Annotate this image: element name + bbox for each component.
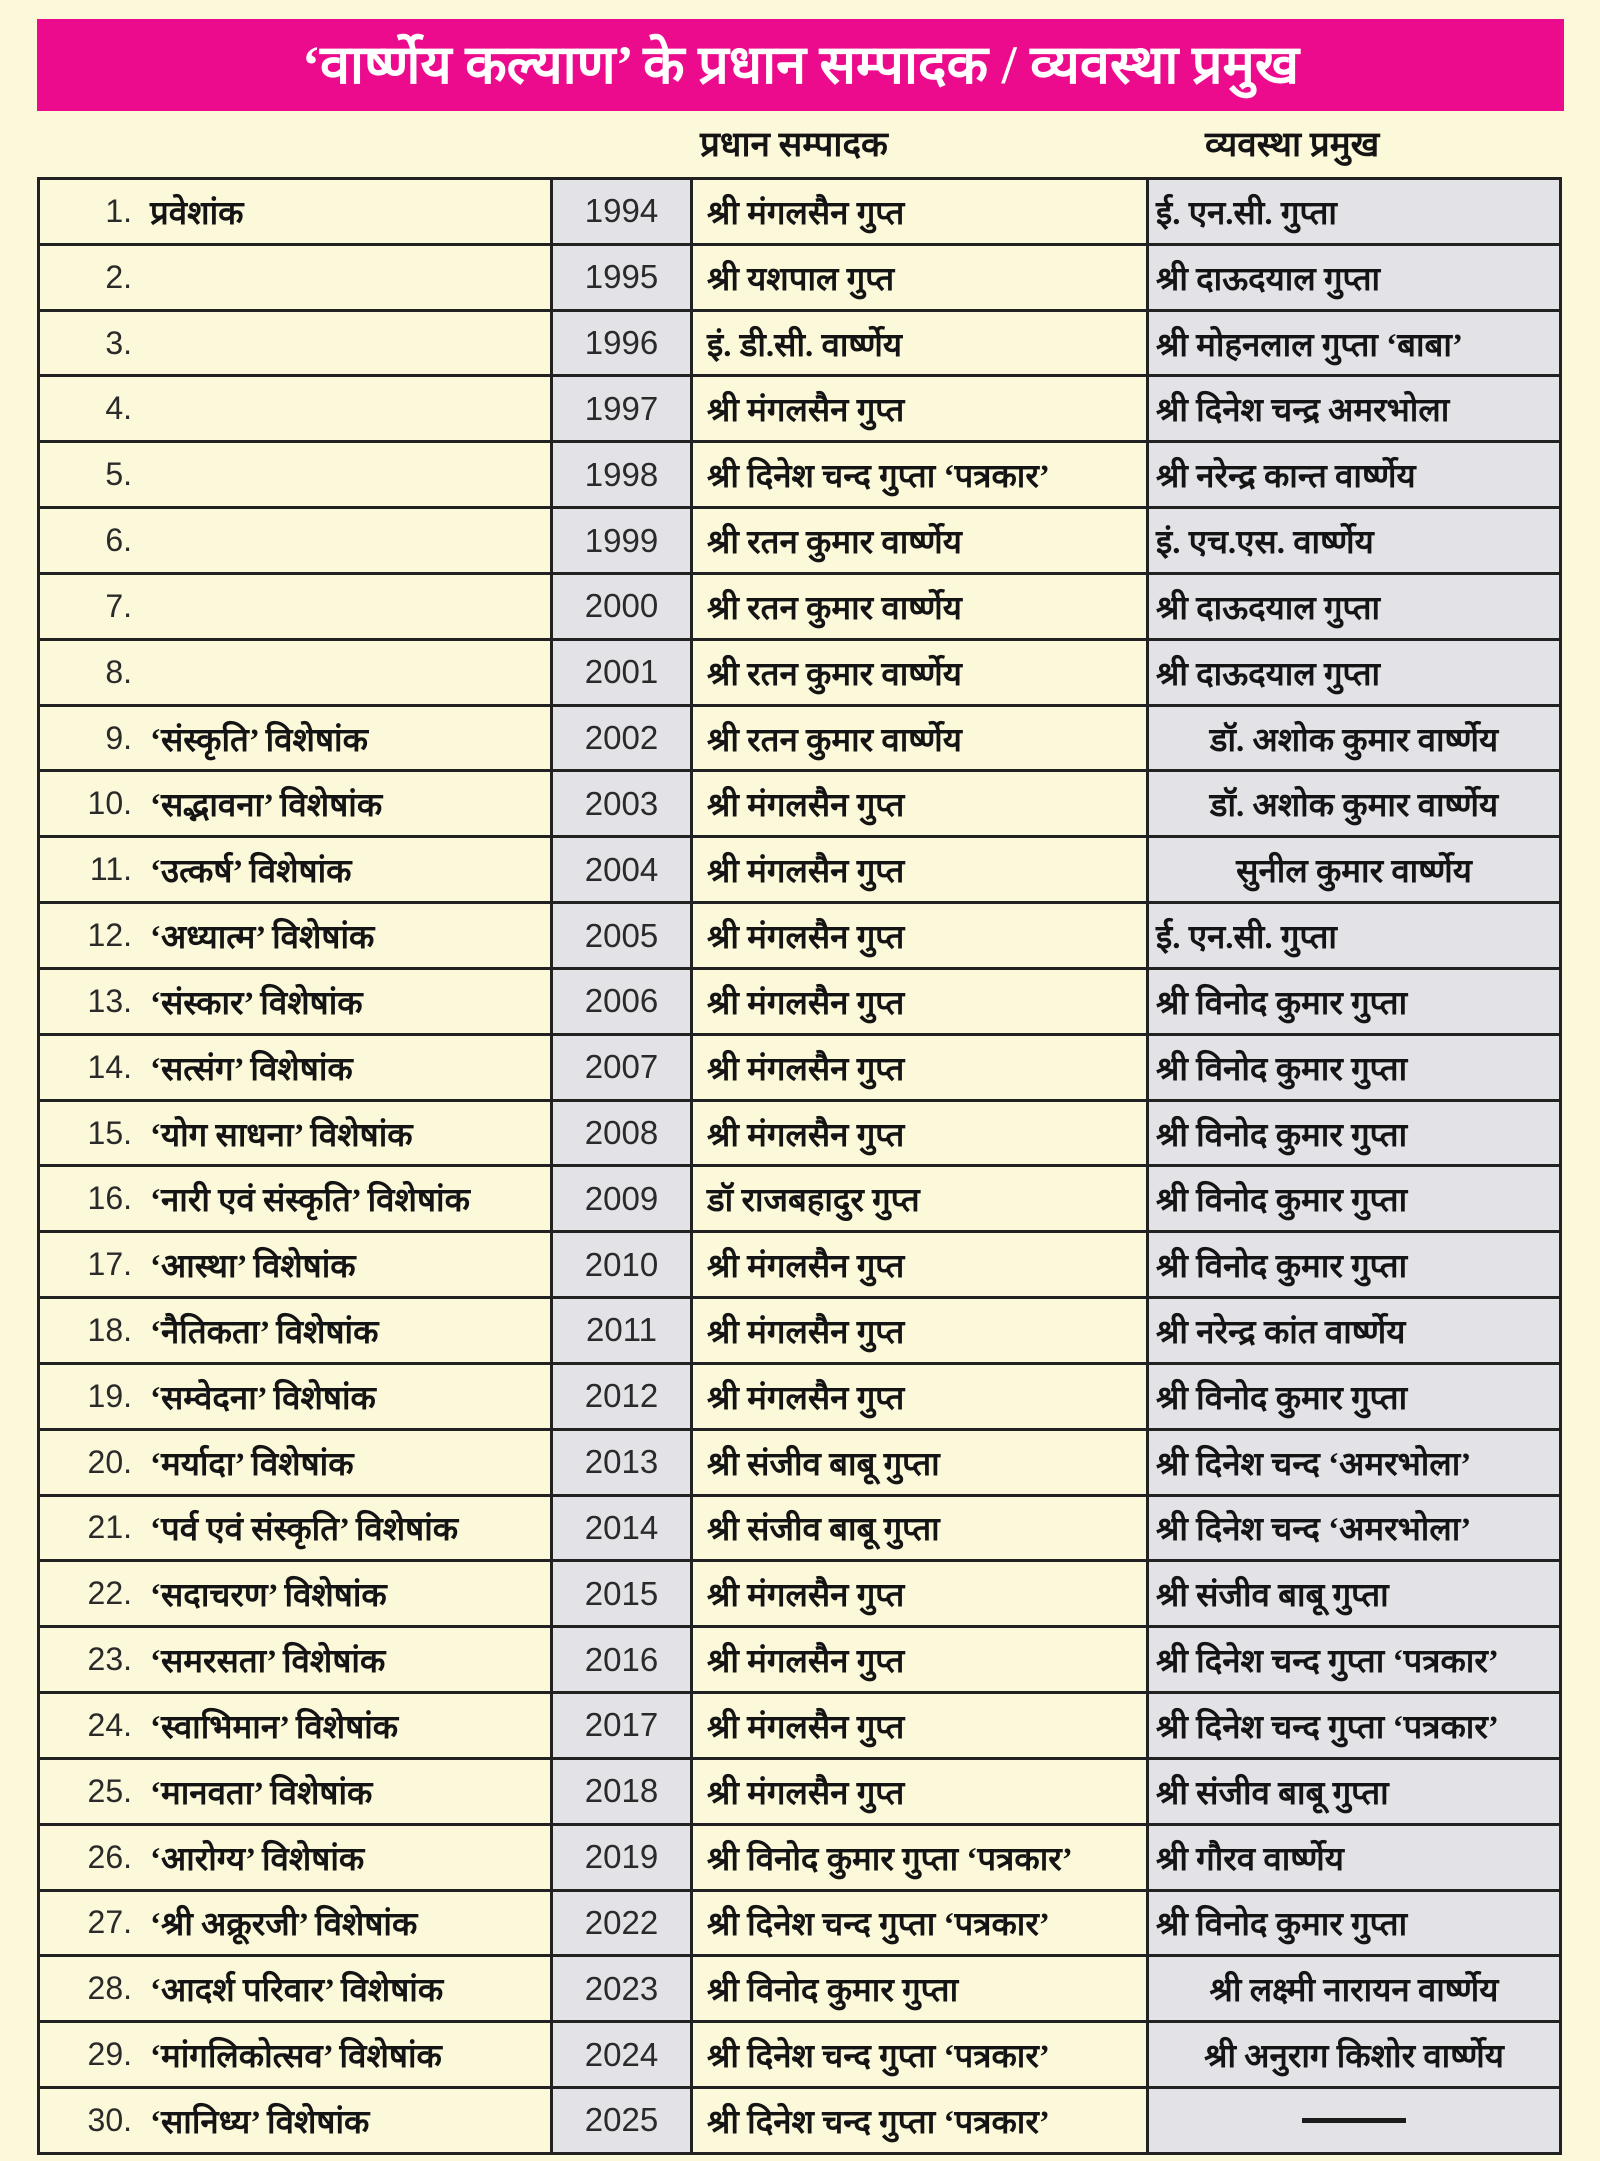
manager-cell: श्री लक्ष्मी नारायन वार्ष्णेय: [1146, 1957, 1559, 2020]
issue-title: ‘नैतिकता’ विशेषांक: [150, 1314, 379, 1351]
issue-cell: [40, 772, 550, 835]
issue-title: ‘अध्यात्म’ विशेषांक: [150, 920, 375, 957]
year-cell: 2004: [550, 838, 690, 901]
table-row: [40, 1889, 1559, 1955]
chief-editor-cell: श्री मंगलसैन गुप्त: [690, 838, 1146, 901]
row-number: 15.: [87, 1114, 132, 1151]
issue-cell: [40, 1299, 550, 1362]
table-row: [40, 835, 1559, 901]
manager-cell: श्री संजीव बाबू गुप्ता: [1146, 1562, 1559, 1625]
issue-cell: [40, 1694, 550, 1757]
row-number: 18.: [87, 1311, 132, 1348]
table-row: [40, 1362, 1559, 1428]
table-row: [40, 704, 1559, 770]
manager-cell: श्री दिनेश चन्द गुप्ता ‘पत्रकार’: [1146, 1628, 1559, 1691]
year-cell: 2005: [550, 904, 690, 967]
row-number: 7.: [105, 587, 132, 624]
page-title: ‘वार्ष्णेय कल्याण’ के प्रधान सम्पादक / व्यवस्था प्रमुख: [301, 35, 1300, 95]
year-cell: 2016: [550, 1628, 690, 1691]
issue-title: ‘सदाचरण’ विशेषांक: [150, 1578, 387, 1615]
chief-editor-cell: श्री मंगलसैन गुप्त: [690, 1365, 1146, 1428]
row-number: 13.: [87, 982, 132, 1019]
issue-title: ‘आस्था’ विशेषांक: [150, 1249, 356, 1286]
manager-cell: ई. एन.सी. गुप्ता: [1146, 904, 1559, 967]
row-number: 28.: [87, 1970, 132, 2007]
table-row: [40, 1954, 1559, 2020]
row-number: 5.: [105, 456, 132, 493]
manager-cell: श्री दिनेश चन्द गुप्ता ‘पत्रकार’: [1146, 1694, 1559, 1757]
manager-cell: श्री विनोद कुमार गुप्ता: [1146, 1102, 1559, 1165]
issue-cell: [40, 575, 550, 638]
issue-title: ‘पर्व एवं संस्कृति’ विशेषांक: [150, 1512, 459, 1549]
column-header-manager: व्यवस्था प्रमुख: [1205, 125, 1380, 164]
row-number: 2.: [105, 258, 132, 295]
table-row: [40, 638, 1559, 704]
issue-title: प्रवेशांक: [150, 195, 244, 232]
table-row: [40, 180, 1559, 243]
manager-cell: [1146, 2089, 1559, 2152]
manager-cell: सुनील कुमार वार्ष्णेय: [1146, 838, 1559, 901]
manager-cell: ई. एन.सी. गुप्ता: [1146, 180, 1559, 243]
issue-title: ‘स्वाभिमान’ विशेषांक: [150, 1709, 399, 1746]
chief-editor-cell: श्री मंगलसैन गुप्त: [690, 1036, 1146, 1099]
manager-cell: श्री दाऊदयाल गुप्ता: [1146, 246, 1559, 309]
year-cell: 2012: [550, 1365, 690, 1428]
issue-cell: [40, 904, 550, 967]
year-cell: 1995: [550, 246, 690, 309]
chief-editor-cell: श्री रतन कुमार वार्ष्णेय: [690, 641, 1146, 704]
row-number: 29.: [87, 2036, 132, 2073]
table-row: [40, 2020, 1559, 2086]
issue-cell: [40, 1497, 550, 1560]
issue-cell: [40, 1562, 550, 1625]
table-row: [40, 769, 1559, 835]
issue-cell: [40, 1233, 550, 1296]
chief-editor-cell: डॉ राजबहादुर गुप्त: [690, 1167, 1146, 1230]
chief-editor-cell: श्री मंगलसैन गुप्त: [690, 1299, 1146, 1362]
manager-cell: श्री दिनेश चन्द ‘अमरभोला’: [1146, 1497, 1559, 1560]
year-cell: 1998: [550, 443, 690, 506]
year-cell: 2024: [550, 2023, 690, 2086]
issue-cell: [40, 180, 550, 243]
row-number: 6.: [105, 522, 132, 559]
manager-cell: इं. एच.एस. वार्ष्णेय: [1146, 509, 1559, 572]
row-number: 16.: [87, 1180, 132, 1217]
table-row: [40, 1494, 1559, 1560]
table-row: [40, 2086, 1559, 2152]
manager-cell: श्री अनुराग किशोर वार्ष्णेय: [1146, 2023, 1559, 2086]
year-cell: 2014: [550, 1497, 690, 1560]
issue-cell: [40, 1892, 550, 1955]
issue-title: ‘संस्कृति’ विशेषांक: [150, 722, 368, 759]
issue-cell: [40, 1167, 550, 1230]
row-number: 14.: [87, 1048, 132, 1085]
manager-cell: श्री नरेन्द्र कांत वार्ष्णेय: [1146, 1299, 1559, 1362]
issue-title: ‘मानवता’ विशेषांक: [150, 1775, 373, 1812]
year-cell: 2018: [550, 1760, 690, 1823]
chief-editor-cell: इं. डी.सी. वार्ष्णेय: [690, 312, 1146, 375]
issue-title: ‘समरसता’ विशेषांक: [150, 1644, 386, 1681]
issue-cell: [40, 1431, 550, 1494]
column-header-chief-editor: प्रधान सम्पादक: [700, 125, 888, 164]
chief-editor-cell: श्री मंगलसैन गुप्त: [690, 904, 1146, 967]
row-number: 10.: [87, 785, 132, 822]
year-cell: 2011: [550, 1299, 690, 1362]
year-cell: 2002: [550, 707, 690, 770]
issue-cell: [40, 970, 550, 1033]
issue-title: ‘उत्कर्ष’ विशेषांक: [150, 854, 352, 891]
table-row: [40, 309, 1559, 375]
issue-title: ‘नारी एवं संस्कृति’ विशेषांक: [150, 1183, 470, 1220]
chief-editor-cell: श्री मंगलसैन गुप्त: [690, 970, 1146, 1033]
row-number: 20.: [87, 1443, 132, 1480]
year-cell: 2008: [550, 1102, 690, 1165]
issue-cell: [40, 1365, 550, 1428]
row-number: 9.: [105, 719, 132, 756]
year-cell: 2019: [550, 1826, 690, 1889]
chief-editor-cell: श्री रतन कुमार वार्ष्णेय: [690, 707, 1146, 770]
row-number: 19.: [87, 1377, 132, 1414]
year-cell: 2025: [550, 2089, 690, 2152]
table-row: [40, 572, 1559, 638]
row-number: 22.: [87, 1575, 132, 1612]
issue-cell: [40, 1826, 550, 1889]
manager-cell: डॉ. अशोक कुमार वार्ष्णेय: [1146, 707, 1559, 770]
chief-editor-cell: श्री संजीव बाबू गुप्ता: [690, 1497, 1146, 1560]
manager-cell: श्री विनोद कुमार गुप्ता: [1146, 1233, 1559, 1296]
chief-editor-cell: श्री मंगलसैन गुप्त: [690, 1760, 1146, 1823]
manager-cell: श्री विनोद कुमार गुप्ता: [1146, 1036, 1559, 1099]
row-number: 12.: [87, 917, 132, 954]
manager-cell: श्री विनोद कुमार गुप्ता: [1146, 1167, 1559, 1230]
table-row: [40, 243, 1559, 309]
row-number: 26.: [87, 1838, 132, 1875]
chief-editor-cell: श्री दिनेश चन्द गुप्ता ‘पत्रकार’: [690, 1892, 1146, 1955]
issue-title: ‘योग साधना’ विशेषांक: [150, 1117, 413, 1154]
manager-cell: श्री नरेन्द्र कान्त वार्ष्णेय: [1146, 443, 1559, 506]
chief-editor-cell: श्री दिनेश चन्द गुप्ता ‘पत्रकार’: [690, 443, 1146, 506]
issue-cell: [40, 312, 550, 375]
issue-cell: [40, 707, 550, 770]
year-cell: 2003: [550, 772, 690, 835]
issue-cell: [40, 443, 550, 506]
issue-title: ‘आरोग्य’ विशेषांक: [150, 1841, 365, 1878]
chief-editor-cell: श्री यशपाल गुप्त: [690, 246, 1146, 309]
manager-cell: श्री दाऊदयाल गुप्ता: [1146, 641, 1559, 704]
year-cell: 2006: [550, 970, 690, 1033]
chief-editor-cell: श्री मंगलसैन गुप्त: [690, 772, 1146, 835]
chief-editor-cell: श्री मंगलसैन गुप्त: [690, 1102, 1146, 1165]
manager-cell: श्री विनोद कुमार गुप्ता: [1146, 1365, 1559, 1428]
manager-cell: श्री विनोद कुमार गुप्ता: [1146, 1892, 1559, 1955]
issue-title: ‘सत्संग’ विशेषांक: [150, 1051, 353, 1088]
row-number: 25.: [87, 1772, 132, 1809]
year-cell: 2015: [550, 1562, 690, 1625]
manager-cell: डॉ. अशोक कुमार वार्ष्णेय: [1146, 772, 1559, 835]
table-row: [40, 506, 1559, 572]
issue-cell: [40, 246, 550, 309]
issue-cell: [40, 2089, 550, 2152]
manager-cell: श्री दिनेश चन्द्र अमरभोला: [1146, 377, 1559, 440]
year-cell: 2007: [550, 1036, 690, 1099]
table-row: [40, 1625, 1559, 1691]
chief-editor-cell: श्री विनोद कुमार गुप्ता ‘पत्रकार’: [690, 1826, 1146, 1889]
issue-cell: [40, 1957, 550, 2020]
issue-cell: [40, 509, 550, 572]
row-number: 23.: [87, 1641, 132, 1678]
issue-title: ‘मर्यादा’ विशेषांक: [150, 1446, 354, 1483]
year-cell: 2000: [550, 575, 690, 638]
table-row: [40, 1099, 1559, 1165]
chief-editor-cell: श्री दिनेश चन्द गुप्ता ‘पत्रकार’: [690, 2089, 1146, 2152]
table-row: [40, 1823, 1559, 1889]
chief-editor-cell: श्री रतन कुमार वार्ष्णेय: [690, 575, 1146, 638]
row-number: 30.: [87, 2101, 132, 2138]
manager-cell: श्री दिनेश चन्द ‘अमरभोला’: [1146, 1431, 1559, 1494]
issue-title: ‘सद्भावना’ विशेषांक: [150, 788, 383, 825]
year-cell: 2009: [550, 1167, 690, 1230]
manager-cell: श्री विनोद कुमार गुप्ता: [1146, 970, 1559, 1033]
issue-title: ‘संस्कार’ विशेषांक: [150, 985, 363, 1022]
issue-title: ‘सम्वेदना’ विशेषांक: [150, 1380, 376, 1417]
issue-title: ‘सानिध्य’ विशेषांक: [150, 2104, 370, 2141]
row-number: 3.: [105, 324, 132, 361]
chief-editor-cell: श्री दिनेश चन्द गुप्ता ‘पत्रकार’: [690, 2023, 1146, 2086]
manager-cell: श्री गौरव वार्ष्णेय: [1146, 1826, 1559, 1889]
year-cell: 2017: [550, 1694, 690, 1757]
issue-cell: [40, 641, 550, 704]
issue-cell: [40, 377, 550, 440]
chief-editor-cell: श्री विनोद कुमार गुप्ता: [690, 1957, 1146, 2020]
year-cell: 2022: [550, 1892, 690, 1955]
title-banner: [37, 19, 1564, 111]
issue-cell: [40, 838, 550, 901]
chief-editor-cell: श्री संजीव बाबू गुप्ता: [690, 1431, 1146, 1494]
chief-editor-cell: श्री मंगलसैन गुप्त: [690, 180, 1146, 243]
issue-cell: [40, 1036, 550, 1099]
table-row: [40, 1691, 1559, 1757]
table-row: [40, 374, 1559, 440]
manager-cell: श्री दाऊदयाल गुप्ता: [1146, 575, 1559, 638]
table-row: [40, 1428, 1559, 1494]
row-number: 27.: [87, 1904, 132, 1941]
chief-editor-cell: श्री मंगलसैन गुप्त: [690, 1233, 1146, 1296]
chief-editor-cell: श्री मंगलसैन गुप्त: [690, 1694, 1146, 1757]
manager-cell: श्री मोहनलाल गुप्ता ‘बाबा’: [1146, 312, 1559, 375]
row-number: 4.: [105, 390, 132, 427]
table-row: [40, 1559, 1559, 1625]
issue-title: ‘श्री अक्रूरजी’ विशेषांक: [150, 1907, 418, 1944]
table-row: [40, 967, 1559, 1033]
chief-editor-cell: श्री रतन कुमार वार्ष्णेय: [690, 509, 1146, 572]
row-number: 1.: [105, 192, 132, 229]
editors-table: [37, 177, 1562, 2155]
row-number: 8.: [105, 653, 132, 690]
chief-editor-cell: श्री मंगलसैन गुप्त: [690, 377, 1146, 440]
manager-cell: श्री संजीव बाबू गुप्ता: [1146, 1760, 1559, 1823]
table-row: [40, 1757, 1559, 1823]
issue-cell: [40, 2023, 550, 2086]
issue-title: ‘मांगलिकोत्सव’ विशेषांक: [150, 2039, 442, 2076]
table-row: [40, 440, 1559, 506]
year-cell: 1994: [550, 180, 690, 243]
chief-editor-cell: श्री मंगलसैन गुप्त: [690, 1628, 1146, 1691]
row-number: 11.: [89, 851, 132, 888]
table-row: [40, 1164, 1559, 1230]
issue-cell: [40, 1628, 550, 1691]
year-cell: 1996: [550, 312, 690, 375]
year-cell: 1999: [550, 509, 690, 572]
issue-title: ‘आदर्श परिवार’ विशेषांक: [150, 1973, 444, 2010]
row-number: 17.: [87, 1246, 132, 1283]
table-row: [40, 1296, 1559, 1362]
year-cell: 1997: [550, 377, 690, 440]
year-cell: 2001: [550, 641, 690, 704]
year-cell: 2023: [550, 1957, 690, 2020]
row-number: 24.: [87, 1706, 132, 1743]
row-number: 21.: [87, 1509, 132, 1546]
chief-editor-cell: श्री मंगलसैन गुप्त: [690, 1562, 1146, 1625]
year-cell: 2010: [550, 1233, 690, 1296]
table-row: [40, 1033, 1559, 1099]
table-row: [40, 901, 1559, 967]
issue-cell: [40, 1102, 550, 1165]
year-cell: 2013: [550, 1431, 690, 1494]
table-row: [40, 1230, 1559, 1296]
issue-cell: [40, 1760, 550, 1823]
